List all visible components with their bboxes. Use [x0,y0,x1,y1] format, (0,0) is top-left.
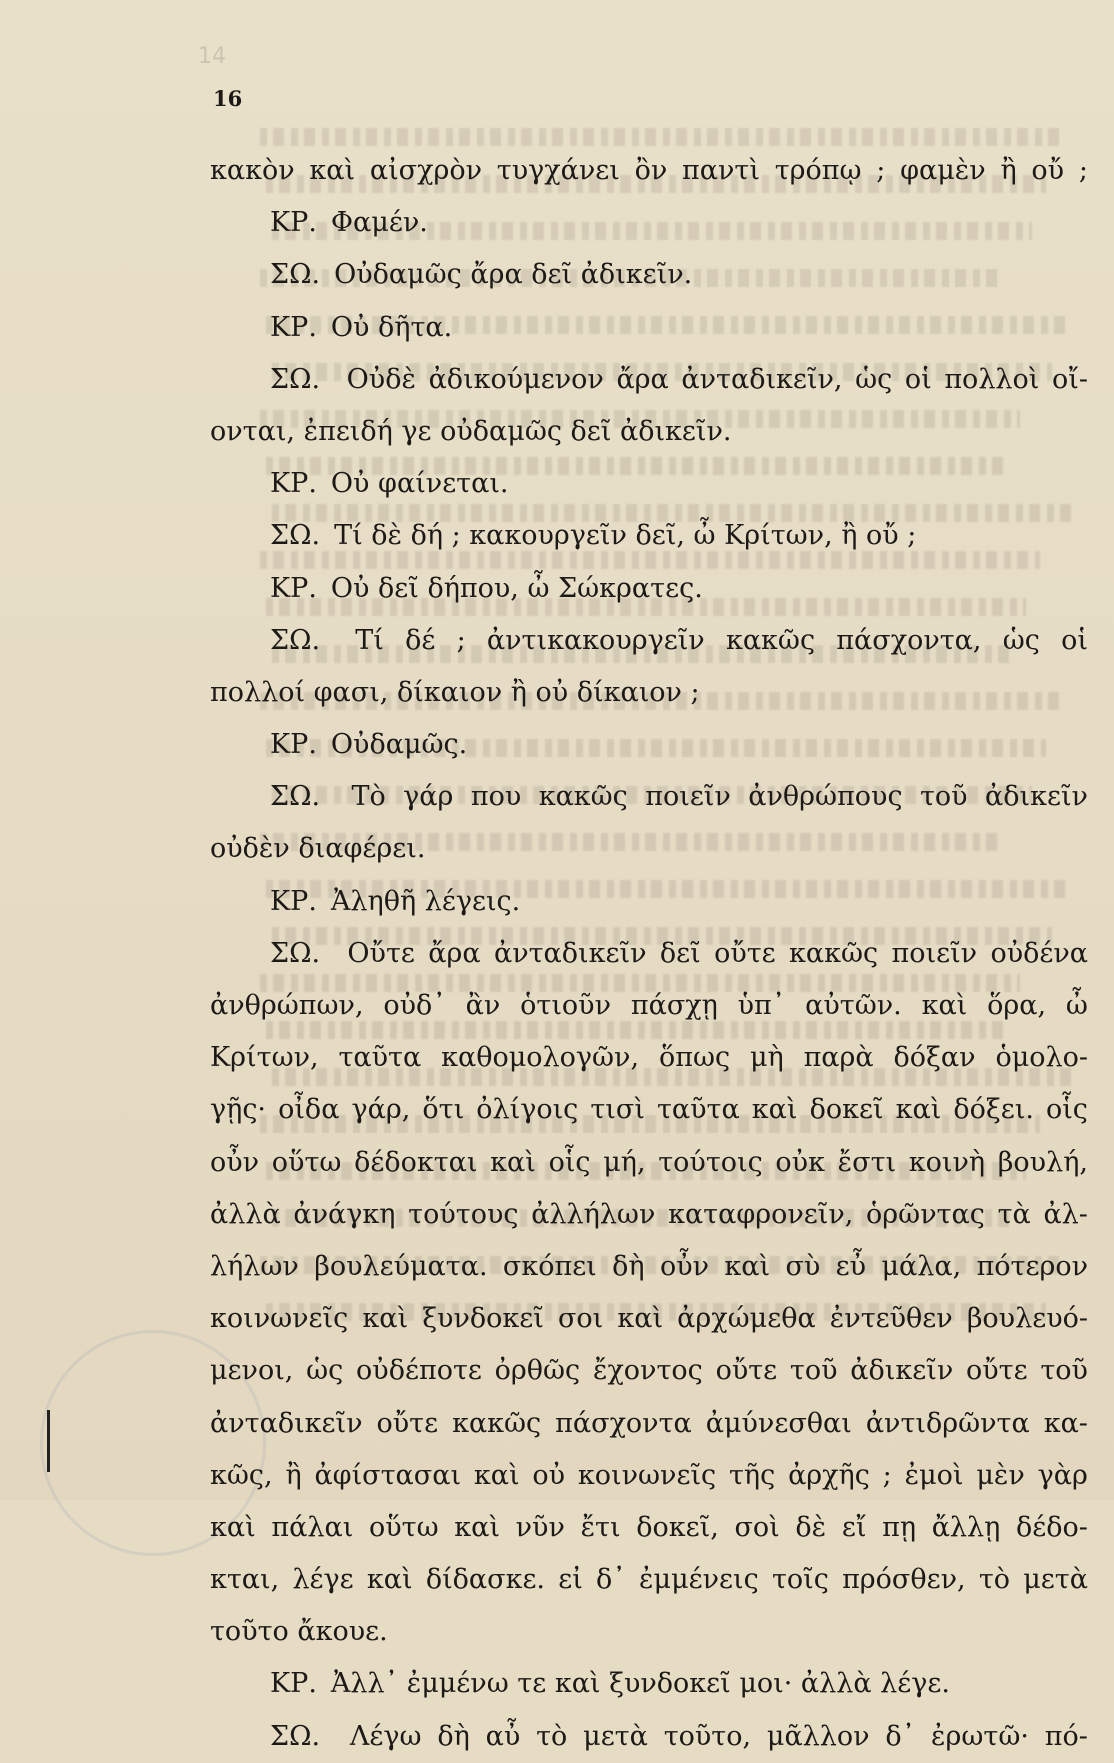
speaker-label: ΚΡ. [270,572,317,604]
text-line: κοινωνεῖς καὶ ξυνδοκεῖ σοι καὶ ἀρχώμεθα ἐντεῦθεν βουλευό- [210,1303,1088,1335]
text-line [210,458,1088,510]
text-line: ἀνθρώπων, οὐδ᾽ ἂν ὁτιοῦν πάσχῃ ὑπ᾽ αὐτῶν. καὶ ὅρα, ὦ [210,990,1088,1021]
speaker-label: ΣΩ. [270,259,321,291]
text-line [210,1606,1088,1658]
text-line [210,563,1088,615]
text-line [210,249,1088,301]
text-line [210,302,1088,354]
line-text: πολλοί φασι, δίκαιον ἢ οὐ δίκαιον ; [210,676,700,708]
line-text: Οὐδαμῶς ἄρα δεῖ ἀδικεῖν. [334,259,693,291]
text-line: μενοι, ὡς οὐδέποτε ὀρθῶς ἔχοντος οὔτε τοῦ ἀδικεῖν οὔτε τοῦ [210,1355,1088,1387]
speaker-label: ΣΩ. [270,363,321,395]
speaker-label: ΣΩ. [270,1720,321,1752]
text-line: καὶ πάλαι οὕτω καὶ νῦν ἔτι δοκεῖ, σοὶ δὲ εἴ πῃ ἄλλῃ δέδο- [210,1511,1088,1543]
text-line: ΣΩ. Τί δέ ; ἀντικακουργεῖν κακῶς πάσχοντα, ὡς οἱ [210,615,1088,667]
text-line: κακὸν καὶ αἰσχρὸν τυγχάνει ὂν παντὶ τρόπῳ ; φαμὲν ἢ οὔ ; [210,155,1088,186]
line-text: Ἀλλ᾽ ἐμμένω τε καὶ ξυνδοκεῖ μοι· ἀλλὰ λέγε. [330,1668,950,1700]
speaker-label: ΚΡ. [270,729,317,761]
text-line [210,667,1088,719]
text-line [210,1658,1088,1710]
text-line: οὖν οὕτω δέδοκται καὶ οἷς μή, τούτοις οὐκ ἔστι κοινὴ βουλή, [210,1146,1088,1178]
speaker-label: ΚΡ. [270,1668,317,1700]
line-text: ονται, ἐπειδή γε οὐδαμῶς δεῖ ἀδικεῖν. [210,415,732,447]
text-line: γῇς· οἶδα γάρ, ὅτι ὀλίγοις τισὶ ταῦτα καὶ δοκεῖ καὶ δόξει. οἷς [210,1094,1088,1126]
line-text: Οὐ φαίνεται. [330,468,509,500]
speaker-label: ΚΡ. [270,311,317,343]
text-line: κῶς, ἢ ἀφίστασαι καὶ οὐ κοινωνεῖς τῆς ἀρχῆς ; ἐμοὶ μὲν γὰρ [210,1459,1088,1491]
speaker-label: ΣΩ. [270,781,321,813]
text-line: κται, λέγε καὶ δίδασκε. εἰ δ᾽ ἐμμένεις τοῖς πρόσθεν, τὸ μετὰ [210,1564,1088,1596]
line-text: Οὐ δεῖ δήπου, ὦ Σώκρατες. [330,572,703,604]
text-line: ΣΩ. Λέγω δὴ αὖ τὸ μετὰ τοῦτο, μᾶλλον δ᾽ ἐρωτῶ· πό- [210,1711,1088,1763]
line-text: Οὐδαμῶς. [330,729,468,761]
text-line: ΣΩ. Τὸ γάρ που κακῶς ποιεῖν ἀνθρώπους τοῦ ἀδικεῖν [210,771,1088,823]
text-line: ΣΩ. Οὔτε ἄρα ἀνταδικεῖν δεῖ οὔτε κακῶς ποιεῖν οὐδένα [210,928,1088,980]
line-text: Τί δὲ δή ; κακουργεῖν δεῖ, ὦ Κρίτων, ἢ οὔ ; [334,520,917,552]
text-line [210,510,1088,562]
line-text: Ἀληθῆ λέγεις. [330,885,521,917]
line-text: Φαμέν. [330,207,428,239]
show-through-page-number: 14 [198,44,226,69]
speaker-label: ΣΩ. [270,937,321,969]
line-text: τοῦτο ἄκουε. [210,1616,388,1648]
text-line: ἀνταδικεῖν οὔτε κακῶς πάσχοντα ἀμύνεσθαι ἀντιδρῶντα κα- [210,1407,1088,1439]
speaker-label: ΣΩ. [270,520,321,552]
text-line: Κρίτων, ταῦτα καθομολογῶν, ὅπως μὴ παρὰ δόξαν ὁμολο- [210,1042,1088,1074]
speaker-label: ΚΡ. [270,468,317,500]
text-line [210,823,1088,875]
text-line [210,876,1088,928]
speaker-label: ΚΡ. [270,207,317,239]
text-line [210,197,1088,249]
text-line: ΣΩ. Οὐδὲ ἀδικούμενον ἄρα ἀνταδικεῖν, ὡς οἱ πολλοὶ οἴ- [210,354,1088,406]
text-line: λήλων βουλεύματα. σκόπει δὴ οὖν καὶ σὺ εὖ μάλα, πότερον [210,1250,1088,1282]
line-text: οὐδὲν διαφέρει. [210,833,426,865]
page-number: 16 [213,86,243,111]
line-text: Οὐ δῆτα. [330,311,453,343]
text-line [210,719,1088,771]
text-line: ἀλλὰ ἀνάγκη τούτους ἀλλήλων καταφρονεῖν, ὁρῶντας τὰ ἀλ- [210,1198,1088,1230]
text-line [210,406,1088,458]
margin-mark [47,1410,50,1472]
speaker-label: ΣΩ. [270,624,321,656]
speaker-label: ΚΡ. [270,885,317,917]
main-text [210,145,1088,1763]
